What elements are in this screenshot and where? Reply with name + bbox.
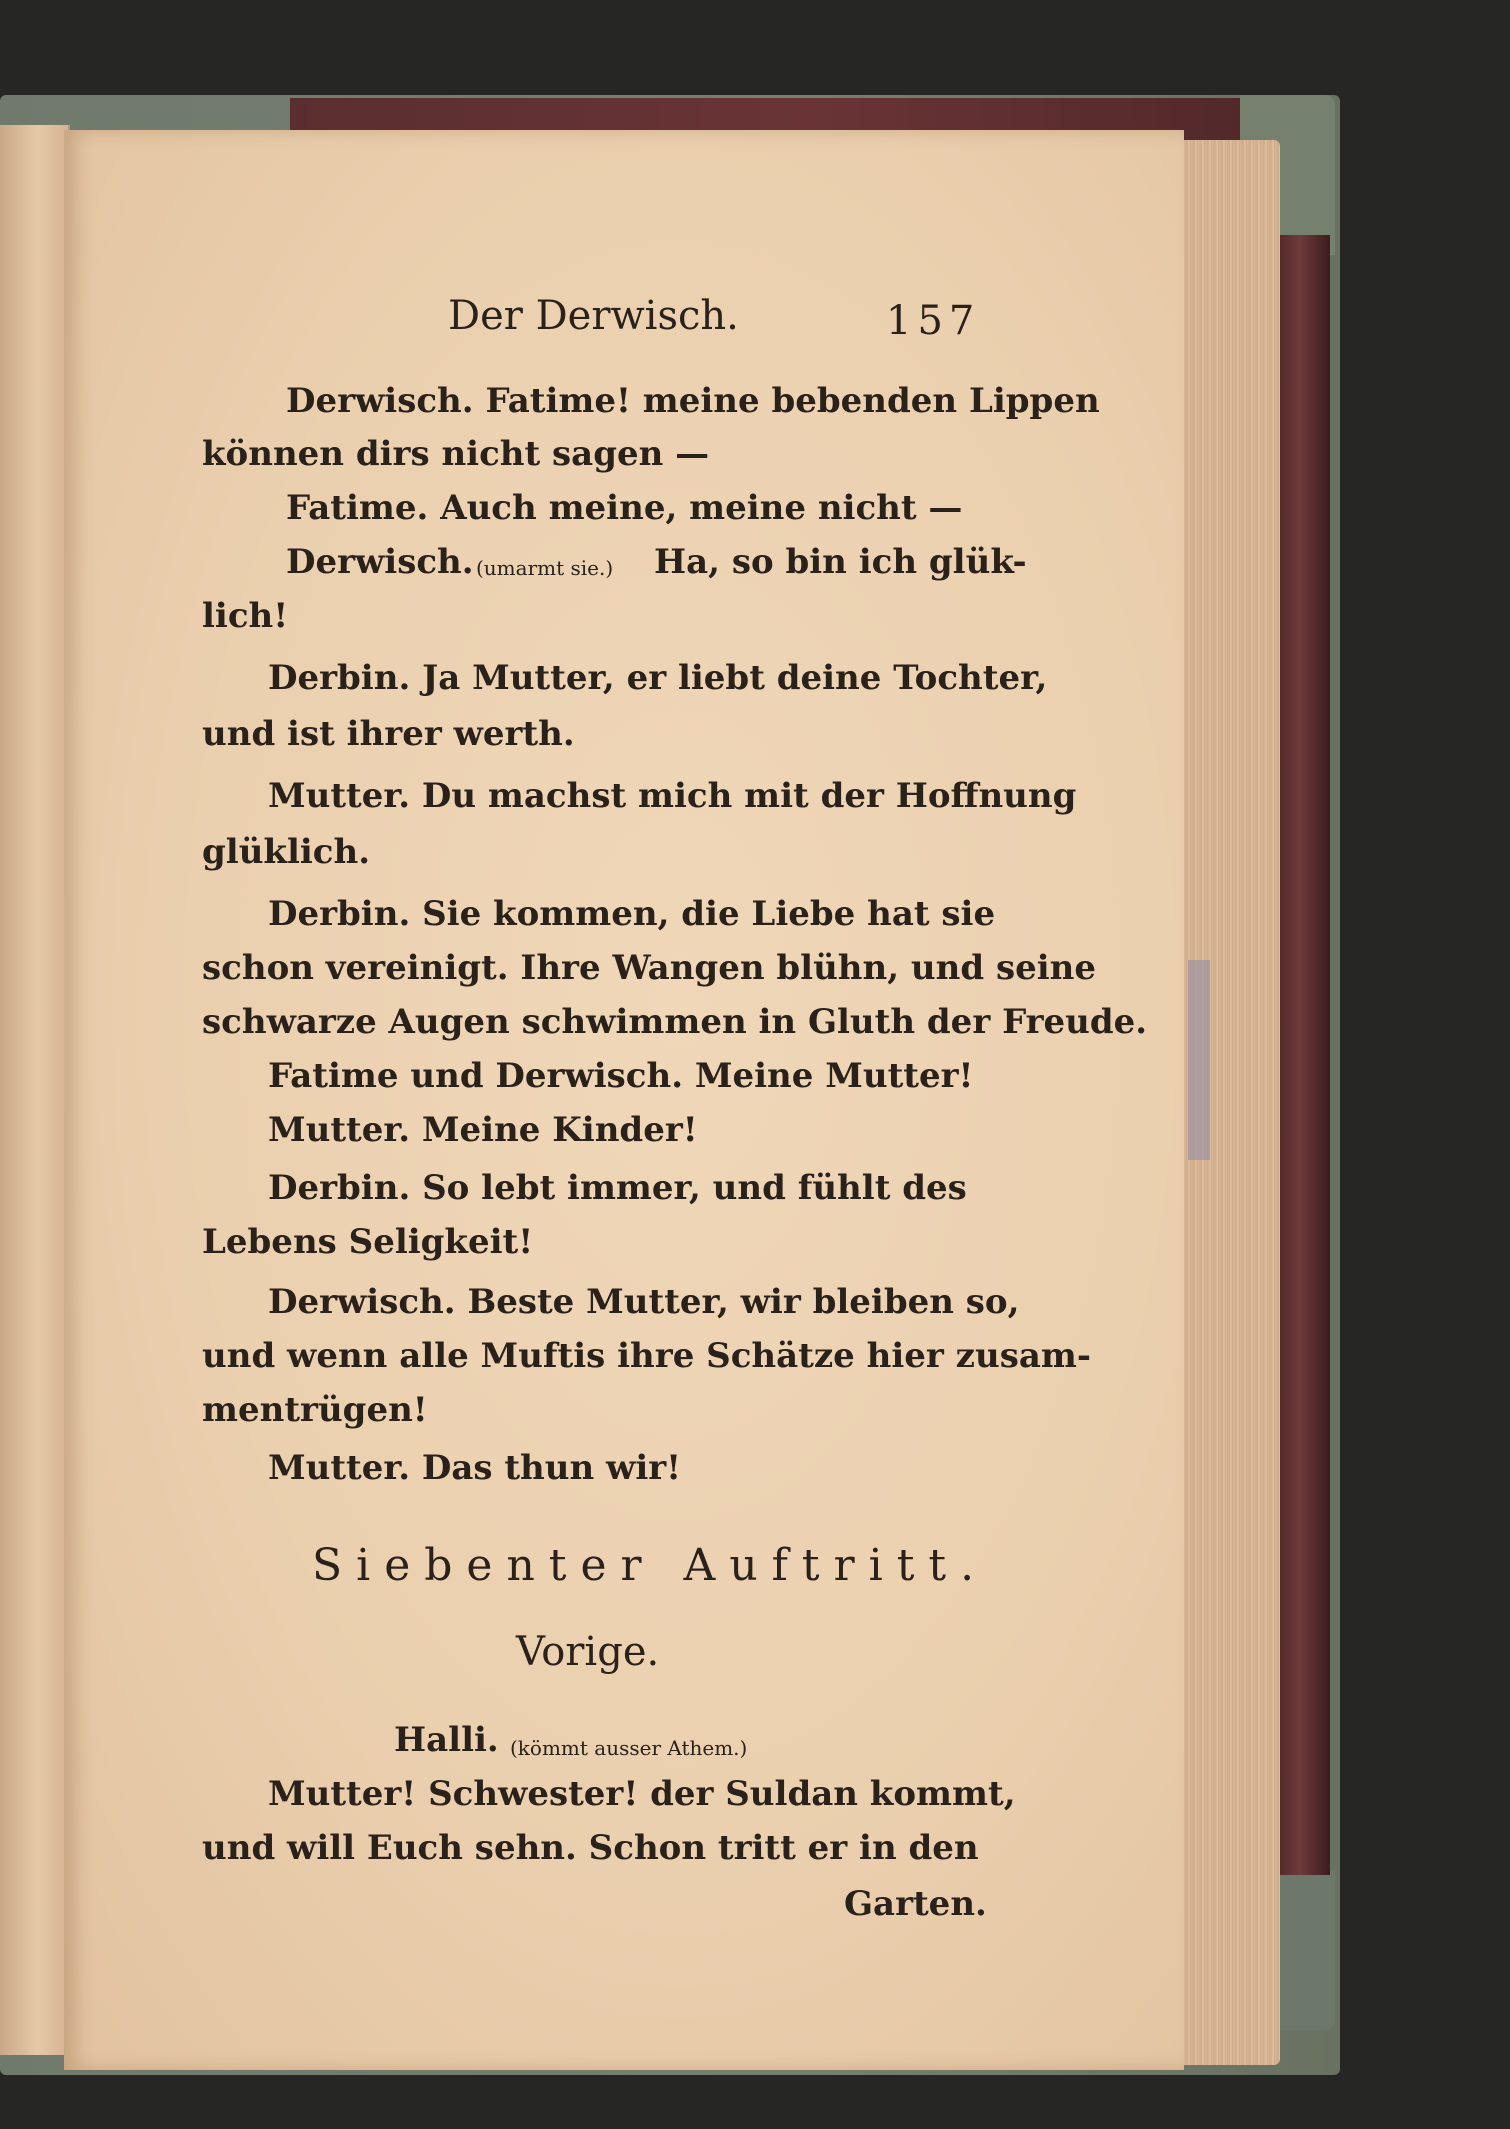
text-line: und will Euch sehn. Schon tritt er in den [202,1828,979,1868]
text-line: Derwisch. [286,542,474,582]
text-line: Derbin. Ja Mutter, er liebt deine Tochter, [268,658,1048,698]
text-line: können dirs nicht sagen — [202,434,710,474]
text-line: Fatime. Auch meine, meine nicht — [286,488,963,528]
text-line: Mutter. Du machst mich mit der Hoffnung [268,776,1077,816]
running-header: Der Derwisch. [448,293,739,339]
scene-heading: Siebenter Auftritt. [312,1540,989,1591]
text-line: schon vereinigt. Ihre Wangen blühn, und seine [202,948,1096,988]
stage-direction: (kömmt ausser Athem.) [510,1736,748,1760]
text-line: glüklich. [202,832,371,872]
text-line: Derbin. Sie kommen, die Liebe hat sie [268,894,996,934]
scene-characters: Vorige. [516,1629,660,1675]
text-line: mentrügen! [202,1390,428,1430]
page-block-edges [1170,140,1280,2065]
library-stamp [1188,960,1210,1160]
left-page-sliver [0,125,70,2055]
text-line: Garten. [844,1884,987,1924]
text-line: und ist ihrer werth. [202,714,575,754]
text-line: Lebens Seligkeit! [202,1222,534,1262]
text-line: Fatime und Derwisch. Meine Mutter! [268,1056,974,1096]
text-line: lich! [202,596,289,636]
text-line: Ha, so bin ich glük- [654,542,1027,582]
text-line: Mutter. Meine Kinder! [268,1110,698,1150]
text-line: Derwisch. Fatime! meine bebenden Lippen [286,381,1100,421]
text-line: Derwisch. Beste Mutter, wir bleiben so, [268,1282,1020,1322]
text-line: und wenn alle Muftis ihre Schätze hier zusam- [202,1336,1091,1376]
page-number: 157 [886,298,981,344]
book-page [64,130,1184,2070]
text-line: Derbin. So lebt immer, und fühlt des [268,1168,967,1208]
text-line: Mutter! Schwester! der Suldan kommt, [268,1774,1016,1814]
text-line: Halli. [394,1720,499,1760]
stage-direction: (umarmt sie.) [476,556,614,580]
text-line: Mutter. Das thun wir! [268,1448,682,1488]
text-line: schwarze Augen schwimmen in Gluth der Freude. [202,1002,1148,1042]
